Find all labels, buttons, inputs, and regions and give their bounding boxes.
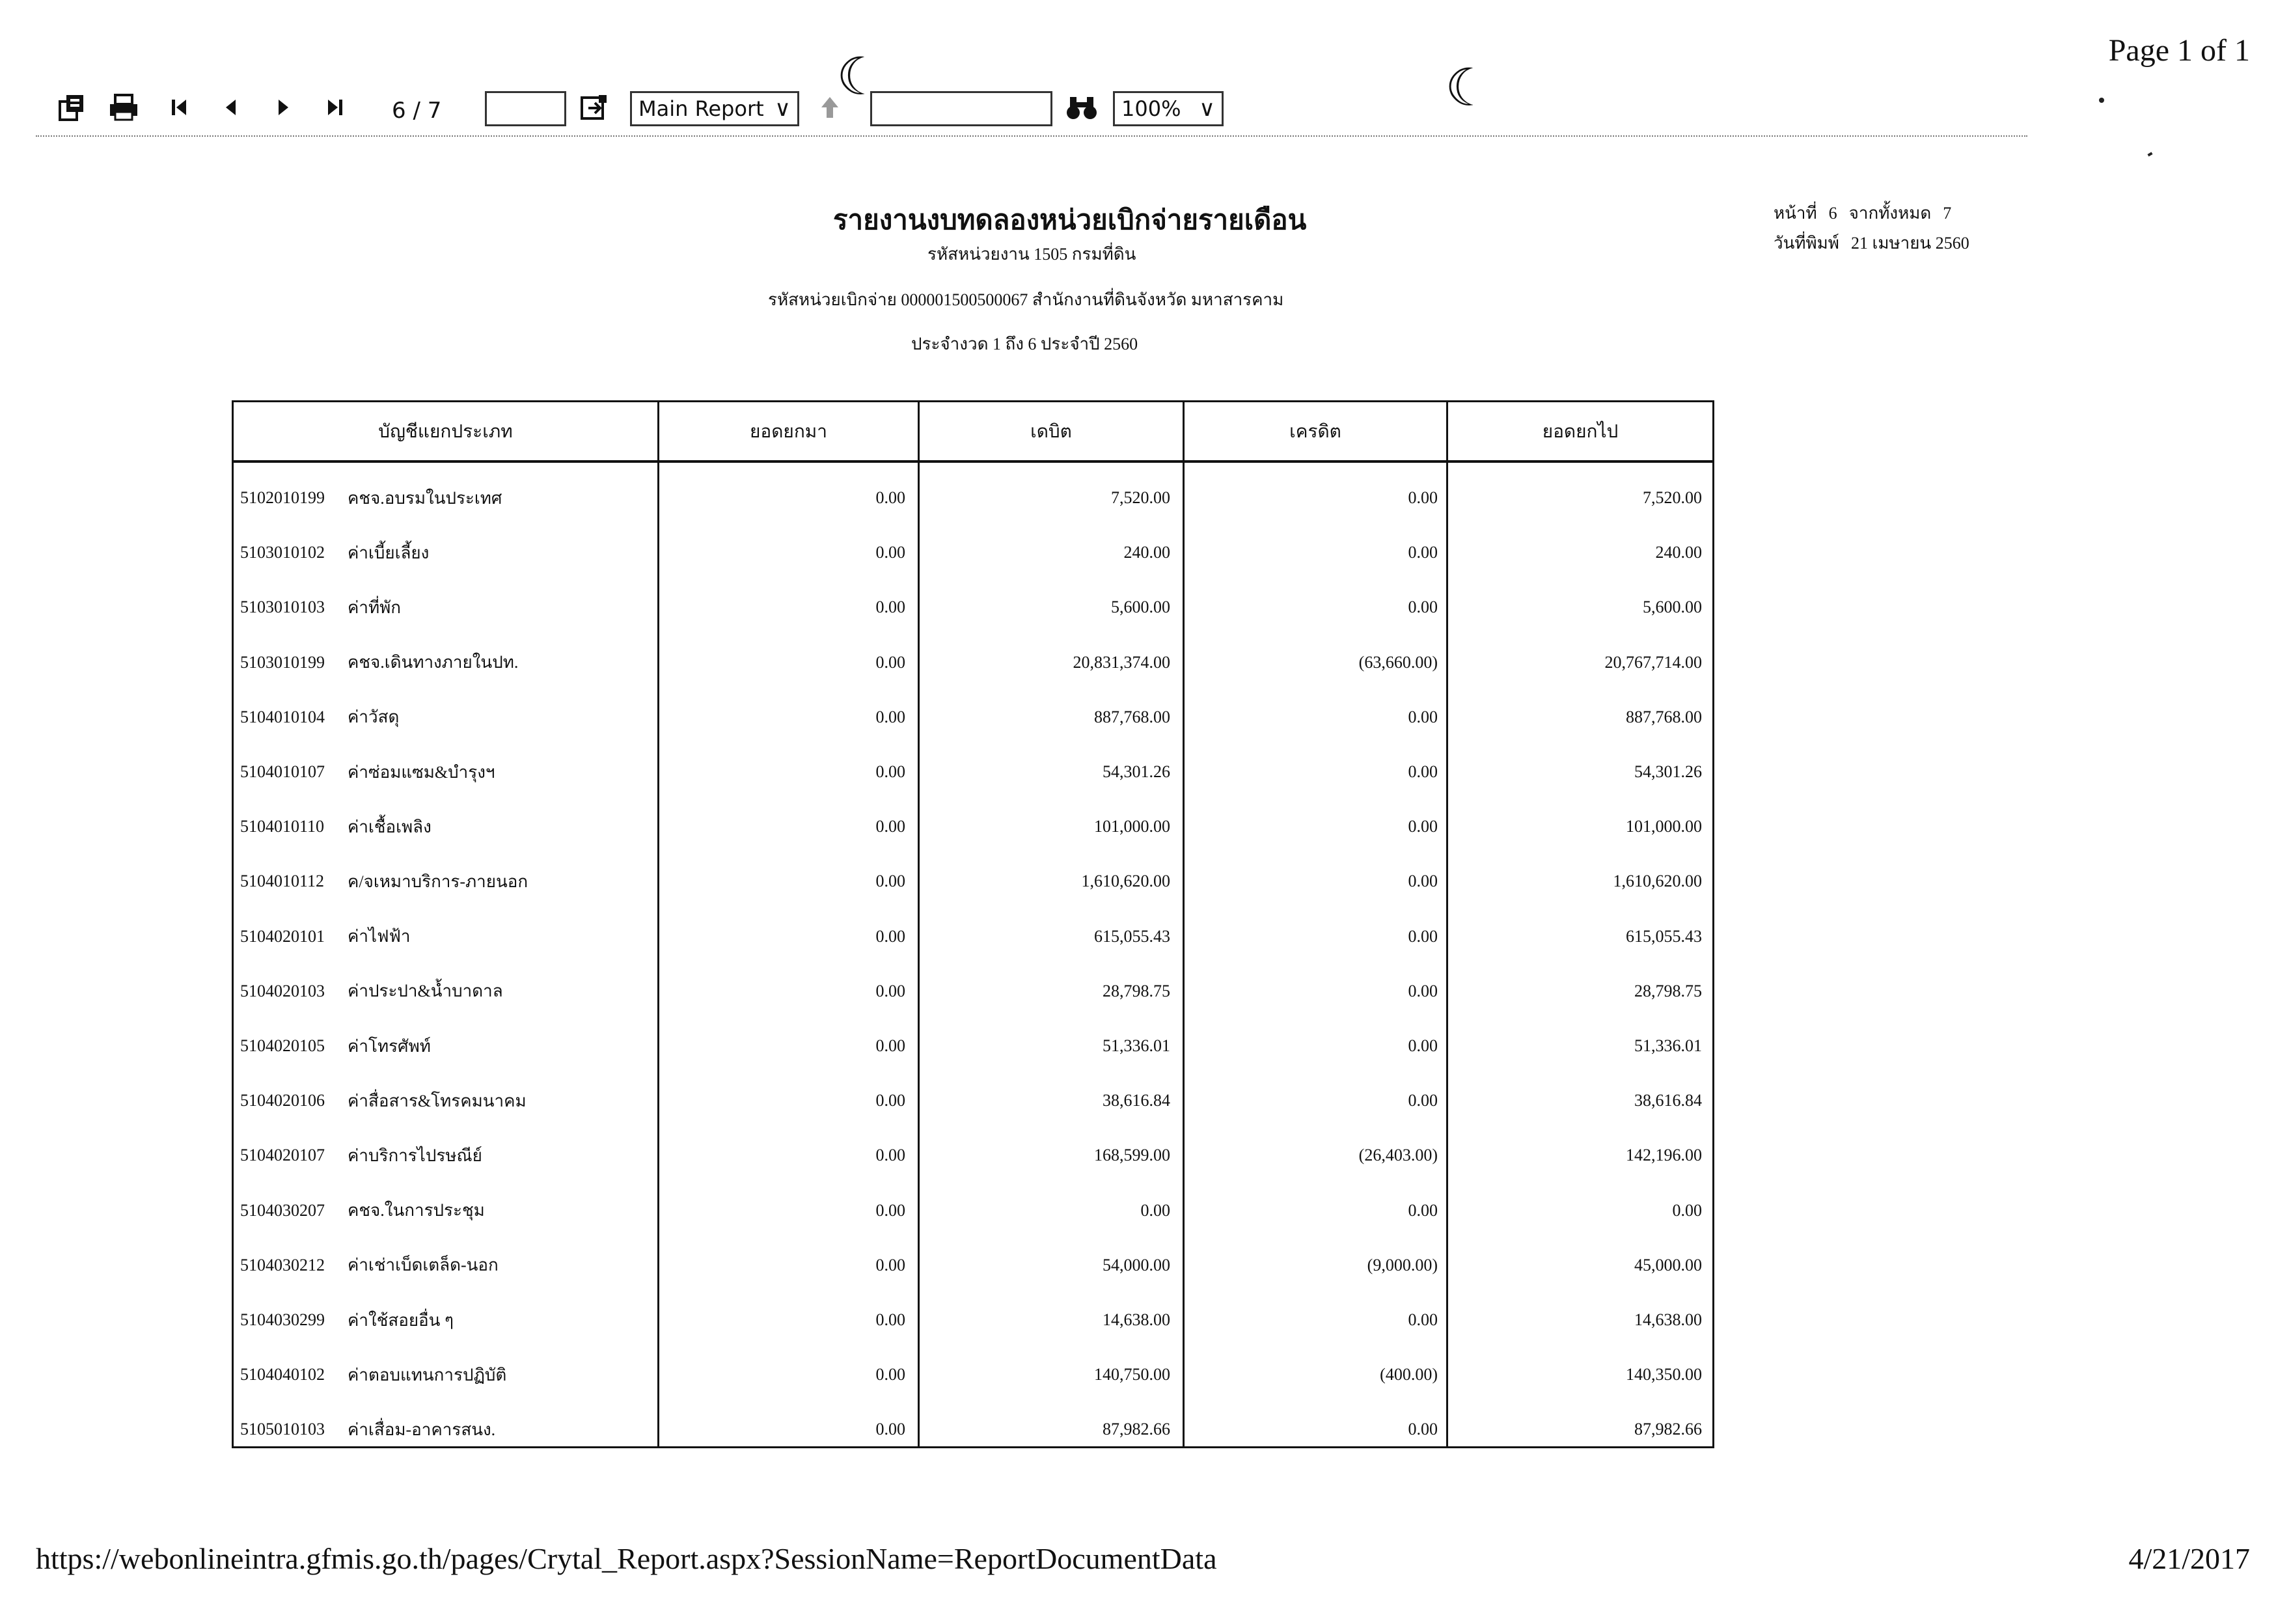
table-row — [234, 690, 1712, 745]
page-label: หน้าที่ — [1774, 204, 1817, 223]
debit-cell: 7,520.00 — [1111, 488, 1170, 507]
table-row — [234, 745, 1712, 799]
table-row — [234, 525, 1712, 580]
account-name: ค่าบริการไปรษณีย์ — [348, 1146, 482, 1165]
account-code: 5104020105 — [240, 1036, 325, 1055]
brought-forward-cell: 0.00 — [875, 1365, 905, 1384]
account-name: ค่าใช้สอยอื่น ๆ — [348, 1310, 454, 1330]
account-name: ค่าโทรศัพท์ — [348, 1036, 431, 1056]
account-cell — [240, 1293, 657, 1347]
page-count-label: Page 1 of 1 — [2108, 33, 2250, 68]
total-label: จากทั้งหมด — [1848, 204, 1932, 223]
table-row — [234, 580, 1712, 635]
footer-url: https://webonlineintra.gfmis.go.th/pages/Crytal_Report.aspx?SessionName=ReportDocumentData — [36, 1542, 1217, 1575]
carried-forward-cell: 38,616.84 — [1634, 1091, 1702, 1110]
debit-cell: 615,055.43 — [1094, 926, 1170, 946]
footer-date: 4/21/2017 — [2128, 1542, 2250, 1575]
brought-forward-cell: 0.00 — [875, 488, 905, 507]
brought-forward-cell: 0.00 — [875, 1036, 905, 1055]
brought-forward-cell: 0.00 — [875, 598, 905, 617]
zoom-select-value: 100% — [1121, 96, 1181, 121]
account-cell — [240, 745, 657, 799]
account-code: 5104020101 — [240, 926, 325, 946]
debit-cell: 20,831,374.00 — [1073, 652, 1170, 672]
period-line: ประจำงวด 1 ถึง 6 ประจำปี 2560 — [911, 335, 1138, 353]
print-icon[interactable] — [105, 91, 141, 124]
carried-forward-cell: 14,638.00 — [1634, 1310, 1702, 1329]
account-name: คชจ.ในการประชุม — [348, 1201, 485, 1220]
table-row — [234, 1402, 1712, 1457]
print-date-value: 21 เมษายน 2560 — [1850, 234, 1969, 253]
chevron-down-icon: ∨ — [1199, 96, 1215, 122]
table-row — [234, 1347, 1712, 1402]
carried-forward-cell: 7,520.00 — [1643, 488, 1702, 507]
table-row — [234, 799, 1712, 854]
credit-cell: (63,660.00) — [1358, 652, 1438, 672]
brought-forward-cell: 0.00 — [875, 1146, 905, 1165]
credit-cell: 0.00 — [1408, 1200, 1438, 1220]
account-code: 5103010102 — [240, 543, 325, 562]
account-code: 5104020106 — [240, 1091, 325, 1110]
carried-forward-cell: 1,610,620.00 — [1613, 872, 1702, 891]
account-name: ค่าไฟฟ้า — [348, 927, 411, 946]
account-code: 5103010103 — [240, 598, 325, 617]
account-name: คชจ.อบรมในประเทศ — [348, 488, 502, 508]
report-select-value: Main Report — [638, 96, 764, 121]
account-name: ค่าประปา&น้ำบาดาล — [348, 982, 503, 1001]
debit-cell: 14,638.00 — [1103, 1310, 1170, 1329]
account-code: 5104010107 — [240, 762, 325, 781]
account-code: 5104020107 — [240, 1146, 325, 1165]
chevron-down-icon: ∨ — [775, 96, 791, 122]
next-page-icon[interactable] — [270, 91, 296, 124]
account-cell — [240, 471, 657, 525]
account-name: ค่าซ่อมแซม&บำรุงฯ — [348, 762, 495, 782]
debit-cell: 28,798.75 — [1103, 981, 1170, 1000]
print-date-label: วันที่พิมพ์ — [1774, 234, 1839, 253]
header-debit: เดบิต — [1030, 421, 1072, 442]
toolbar-divider — [36, 135, 2027, 137]
page-value: 6 — [1828, 204, 1837, 223]
header-brought-forward: ยอดยกมา — [750, 421, 827, 442]
account-cell — [240, 635, 657, 690]
table-row — [234, 909, 1712, 964]
account-name: ค่าสื่อสาร&โทรคมนาคม — [348, 1091, 527, 1110]
account-cell — [240, 1238, 657, 1293]
carried-forward-cell: 20,767,714.00 — [1604, 652, 1702, 672]
unit-line: รหัสหน่วยเบิกจ่าย 000001500500067 สำนักงานที่ดินจังหวัด มหาสารคาม — [768, 290, 1284, 309]
table-row — [234, 1128, 1712, 1183]
table-row — [234, 964, 1712, 1019]
brought-forward-cell: 0.00 — [875, 1420, 905, 1439]
loading-spinner-icon: ☾ — [1445, 57, 1492, 118]
carried-forward-cell: 101,000.00 — [1626, 817, 1702, 836]
credit-cell: 0.00 — [1408, 1036, 1438, 1055]
account-code: 5104030207 — [240, 1200, 325, 1220]
account-cell — [240, 799, 657, 854]
debit-cell: 240.00 — [1123, 543, 1170, 562]
credit-cell: 0.00 — [1408, 707, 1438, 726]
brought-forward-cell: 0.00 — [875, 707, 905, 726]
page-info — [1774, 199, 1981, 228]
header-carried-forward: ยอดยกไป — [1542, 421, 1619, 442]
account-cell — [240, 525, 657, 580]
header-account: บัญชีแยกประเภท — [378, 421, 513, 442]
credit-cell: (9,000.00) — [1367, 1255, 1438, 1274]
carried-forward-cell: 45,000.00 — [1634, 1255, 1702, 1274]
credit-cell: 0.00 — [1408, 1420, 1438, 1439]
account-name: ค่าเสื่อม-อาคารสนง. — [348, 1420, 496, 1439]
credit-cell: (26,403.00) — [1358, 1146, 1438, 1165]
carried-forward-cell: 240.00 — [1655, 543, 1702, 562]
account-code: 5104010110 — [240, 817, 325, 836]
credit-cell: 0.00 — [1408, 926, 1438, 946]
zoom-select[interactable] — [1113, 91, 1224, 126]
brought-forward-cell: 0.00 — [875, 762, 905, 781]
print-date — [1774, 228, 1981, 258]
last-page-icon[interactable] — [322, 91, 348, 124]
credit-cell: 0.00 — [1408, 1310, 1438, 1329]
goto-page-input[interactable] — [485, 91, 566, 126]
credit-cell: 0.00 — [1408, 872, 1438, 891]
prev-page-icon[interactable] — [218, 91, 244, 124]
brought-forward-cell: 0.00 — [875, 817, 905, 836]
account-code: 5104030212 — [240, 1255, 325, 1274]
debit-cell: 0.00 — [1140, 1200, 1170, 1220]
account-cell — [240, 1347, 657, 1402]
account-cell — [240, 854, 657, 909]
table-row — [234, 635, 1712, 690]
table-row — [234, 1019, 1712, 1073]
brought-forward-cell: 0.00 — [875, 1310, 905, 1329]
account-code: 5104020103 — [240, 981, 325, 1000]
credit-cell: 0.00 — [1408, 488, 1438, 507]
page-indicator: 6 / 7 — [392, 98, 442, 124]
debit-cell: 5,600.00 — [1111, 598, 1170, 617]
binoculars-icon[interactable] — [1062, 91, 1101, 124]
account-cell — [240, 909, 657, 964]
account-name: ค่าตอบแทนการปฏิบัติ — [348, 1365, 507, 1384]
debit-cell: 101,000.00 — [1094, 817, 1170, 836]
account-cell — [240, 1073, 657, 1128]
account-cell — [240, 1128, 657, 1183]
brought-forward-cell: 0.00 — [875, 1200, 905, 1220]
account-code: 5102010199 — [240, 488, 325, 507]
debit-cell: 54,000.00 — [1103, 1255, 1170, 1274]
debit-cell: 140,750.00 — [1094, 1365, 1170, 1384]
account-cell — [240, 690, 657, 745]
report-select[interactable] — [630, 91, 799, 126]
brought-forward-cell: 0.00 — [875, 981, 905, 1000]
credit-cell: 0.00 — [1408, 598, 1438, 617]
carried-forward-cell: 28,798.75 — [1634, 981, 1702, 1000]
brought-forward-cell: 0.00 — [875, 926, 905, 946]
report-meta — [1774, 199, 1981, 258]
table-row — [234, 1073, 1712, 1128]
search-input[interactable] — [870, 91, 1052, 126]
credit-cell: 0.00 — [1408, 543, 1438, 562]
account-code: 5105010103 — [240, 1420, 325, 1439]
report-title: รายงานงบทดลองหน่วยเบิกจ่ายรายเดือน — [833, 206, 1307, 236]
carried-forward-cell: 140,350.00 — [1626, 1365, 1702, 1384]
account-code: 5104040102 — [240, 1365, 325, 1384]
carried-forward-cell: 51,336.01 — [1634, 1036, 1702, 1055]
account-code: 5104010112 — [240, 872, 325, 891]
scan-speck — [2147, 152, 2152, 157]
account-name: ค/จเหมาบริการ-ภายนอก — [348, 872, 528, 891]
report-viewer-toolbar — [52, 85, 1874, 133]
export-icon[interactable] — [55, 91, 91, 124]
trial-balance-table — [232, 400, 1714, 1448]
table-row — [234, 1238, 1712, 1293]
brought-forward-cell: 0.00 — [875, 1255, 905, 1274]
credit-cell: 0.00 — [1408, 1091, 1438, 1110]
carried-forward-cell: 0.00 — [1672, 1200, 1702, 1220]
carried-forward-cell: 615,055.43 — [1626, 926, 1702, 946]
account-cell — [240, 964, 657, 1019]
brought-forward-cell: 0.00 — [875, 543, 905, 562]
brought-forward-cell: 0.00 — [875, 652, 905, 672]
account-code: 5104010104 — [240, 707, 325, 726]
account-cell — [240, 1019, 657, 1073]
brought-forward-cell: 0.00 — [875, 872, 905, 891]
account-name: ค่าวัสดุ — [348, 708, 400, 727]
carried-forward-cell: 887,768.00 — [1626, 707, 1702, 726]
total-value: 7 — [1943, 204, 1952, 223]
debit-cell: 1,610,620.00 — [1081, 872, 1170, 891]
header-credit: เครดิต — [1289, 421, 1341, 442]
credit-cell: 0.00 — [1408, 981, 1438, 1000]
table-header — [234, 402, 1712, 463]
account-name: ค่าที่พัก — [348, 598, 402, 617]
account-code: 5104030299 — [240, 1310, 325, 1329]
scan-speck — [2099, 98, 2104, 103]
goto-page-icon[interactable] — [578, 91, 610, 124]
account-code: 5103010199 — [240, 652, 325, 672]
account-cell — [240, 580, 657, 635]
credit-cell: 0.00 — [1408, 762, 1438, 781]
table-row — [234, 1293, 1712, 1347]
carried-forward-cell: 142,196.00 — [1626, 1146, 1702, 1165]
debit-cell: 87,982.66 — [1103, 1420, 1170, 1439]
account-cell — [240, 1402, 657, 1457]
account-name: ค่าเบี้ยเลี้ยง — [348, 543, 430, 562]
table-row — [234, 1183, 1712, 1238]
agency-line: รหัสหน่วยงาน 1505 กรมที่ดิน — [927, 245, 1136, 264]
debit-cell: 887,768.00 — [1094, 707, 1170, 726]
credit-cell: (400.00) — [1380, 1365, 1438, 1384]
account-name: ค่าเชื้อเพลิง — [348, 817, 432, 836]
table-row — [234, 471, 1712, 525]
account-name: คชจ.เดินทางภายในปท. — [348, 653, 519, 672]
account-name: ค่าเช่าเบ็ดเตล็ด-นอก — [348, 1256, 499, 1275]
brought-forward-cell: 0.00 — [875, 1091, 905, 1110]
carried-forward-cell: 87,982.66 — [1634, 1420, 1702, 1439]
carried-forward-cell: 5,600.00 — [1643, 598, 1702, 617]
first-page-icon[interactable] — [166, 91, 192, 124]
table-row — [234, 854, 1712, 909]
debit-cell: 54,301.26 — [1103, 762, 1170, 781]
debit-cell: 51,336.01 — [1103, 1036, 1170, 1055]
credit-cell: 0.00 — [1408, 817, 1438, 836]
account-cell — [240, 1183, 657, 1238]
carried-forward-cell: 54,301.26 — [1634, 762, 1702, 781]
debit-cell: 168,599.00 — [1094, 1146, 1170, 1165]
debit-cell: 38,616.84 — [1103, 1091, 1170, 1110]
loading-spinner-icon: ☾ — [836, 46, 883, 107]
